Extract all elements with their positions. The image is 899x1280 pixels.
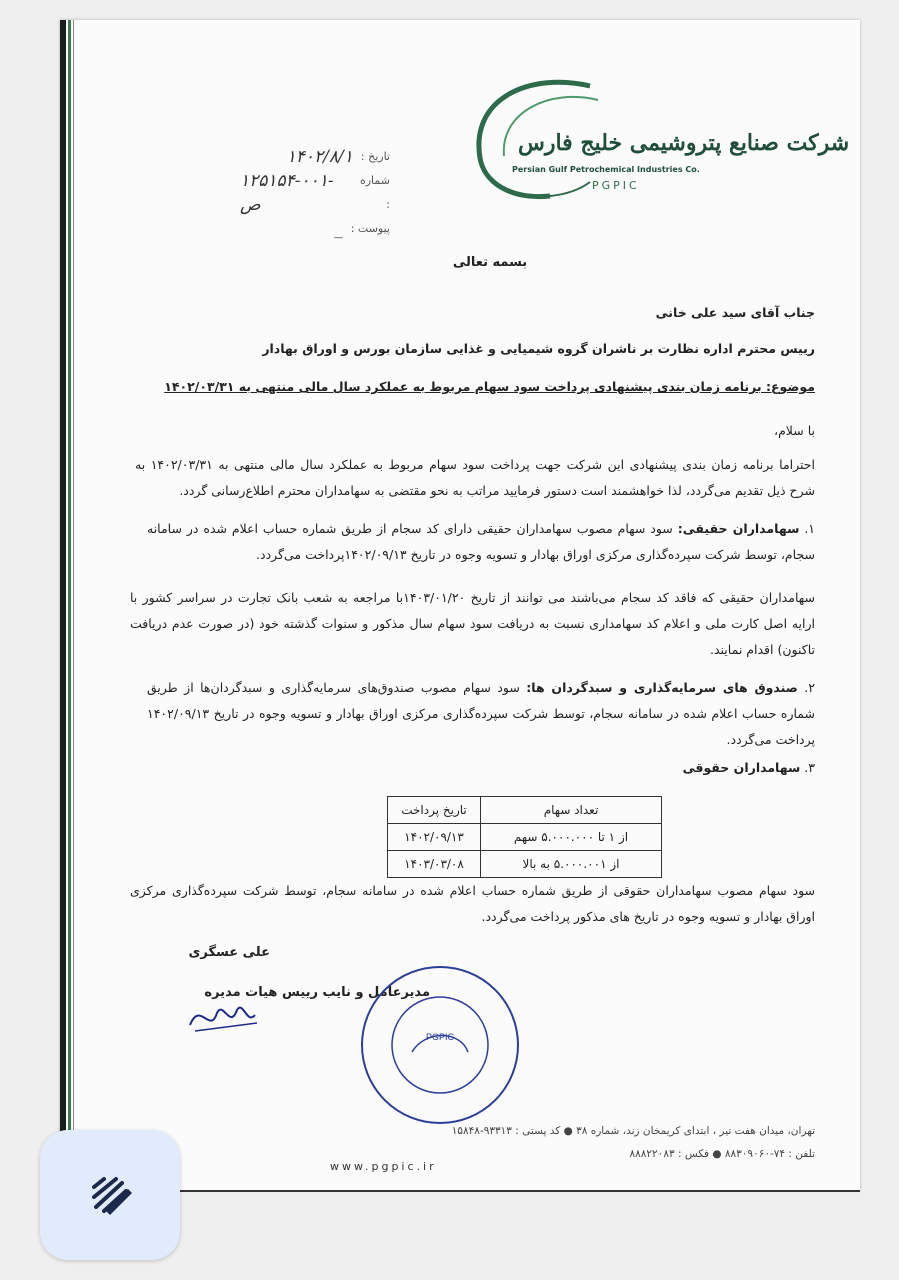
handwritten-signature xyxy=(185,995,265,1044)
table-header-date: تاریخ پرداخت xyxy=(388,797,481,824)
item-2-number: ۲. xyxy=(804,680,815,695)
item-2-heading: صندوق های سرمایه‌گذاری و سبدگردان ها: xyxy=(526,680,798,695)
svg-text:Persian Gulf Petrochemical Ind xyxy=(350,960,356,963)
table-cell-date: ۱۴۰۳/۰۳/۰۸ xyxy=(388,851,481,878)
item-2-text: سود سهام مصوب صندوق‌های سرمایه‌گذاری و سبدگردان‌ها از طریق شماره حساب اعلام شده در سامانه سجام، توسط شرکت سپرده‌گذاری مرکزی اوراق بهادار و تسویه وجوه در تاریخ ۱۴۰۲/۰۹/۱۳ پرداخت می‌گردد. xyxy=(147,680,815,747)
basmala: بسمه تعالی xyxy=(452,255,528,270)
item-3 xyxy=(683,755,815,781)
subject-line: موضوع: برنامه زمان بندی پیشنهادی پرداخت سود سهام مربوط به عملکرد سال مالی منتهی به ۱۴۰۲/۰۳/۳۱ xyxy=(164,379,815,394)
item-3-heading: سهامداران حقوقی xyxy=(682,760,801,775)
closing-paragraph: سود سهام مصوب سهامداران حقوقی از طریق شماره حساب اعلام شده در سامانه سجام، توسط شرکت سپرده‌گذاری مرکزی اوراق بهادار و تسویه وجوه در تاریخ های مذکور پرداخت می‌گردد. xyxy=(130,883,815,924)
letter-content xyxy=(130,20,850,1180)
item-1-extra: سهامداران حقیقی که فاقد کد سجام می‌باشند می توانند از تاریخ ۱۴۰۳/۰۱/۲۰با مراجعه به شعب بانک تجارت در سراسر کشور با ارایه اصل کارت ملی و اعلام کد سهامداری نسبت به دریافت سود سهام سال مذکور و سنوات گذشته خود (در صورت عدم دریافت تاکنون) اقدام نمایند. xyxy=(130,590,815,657)
item-2 xyxy=(147,675,815,753)
table-row xyxy=(388,824,662,851)
item-1-number: ۱. xyxy=(804,521,816,536)
stamp-abbr: PGPIC xyxy=(425,1032,455,1042)
table-header-row xyxy=(388,797,662,824)
table-cell-date: ۱۴۰۲/۰۹/۱۳ xyxy=(388,824,481,851)
schedule-table xyxy=(387,796,662,878)
left-border-green xyxy=(68,20,71,1190)
edit-pencil-icon xyxy=(86,1171,134,1219)
footer-address-text: تهران، میدان هفت تیر ، ابتدای کریمخان زند، شماره ۳۸ xyxy=(576,1125,815,1137)
attachment-label: پیوست : xyxy=(350,222,390,235)
footer-phone: تلفن : ۷۴-۸۸۳۰۹۰۶۰ xyxy=(724,1148,815,1160)
footer-contact: تلفن : ۷۴-۸۸۳۰۹۰۶۰ ● فکس : ۸۸۸۲۲۰۸۳ xyxy=(629,1148,815,1160)
logo-abbreviation: PGPIC xyxy=(592,179,640,192)
table-cell-shares: از ۵.۰۰۰.۰۰۱ به بالا xyxy=(481,851,662,878)
footer-website[interactable]: www.pgpic.ir xyxy=(330,1160,437,1173)
stamp-seal-icon xyxy=(350,960,530,1130)
table-row xyxy=(388,851,662,878)
date-value: ۱۴۰۲/۸/۱ xyxy=(286,147,353,167)
recipient-title: رییس محترم اداره نظارت بر ناشران گروه شیمیایی و غذایی سازمان بورس و اوراق بهادار xyxy=(262,341,815,356)
stamp-text xyxy=(350,960,356,963)
edit-fab-button[interactable] xyxy=(40,1130,180,1260)
item-1-heading: سهامداران حقیقی: xyxy=(677,521,800,536)
left-border-dark xyxy=(60,20,66,1190)
footer-fax: فکس : ۸۸۸۲۲۰۸۳ xyxy=(629,1148,710,1160)
signatory-name: علی عسگری xyxy=(188,945,270,960)
company-stamp xyxy=(350,960,530,1134)
item-1-text: سود سهام مصوب سهامداران حقیقی دارای کد سجام از طریق شماره حساب اعلام شده در سامانه سجام، توسط شرکت سپرده‌گذاری مرکزی اوراق بهادار و تسویه وجوه در تاریخ ۱۴۰۲/۰۹/۱۳پرداخت می‌گردد. xyxy=(147,521,815,562)
logo-name-fa: شرکت صنایع پتروشیمی خلیج فارس xyxy=(518,130,850,156)
number-label: شماره : xyxy=(359,174,390,211)
recipient-name: جناب آقای سید علی خانی xyxy=(655,305,815,320)
logo-name-en: Persian Gulf Petrochemical Industries Co. xyxy=(512,165,700,174)
left-border-thin xyxy=(73,20,74,1190)
item-3-number: ۳. xyxy=(804,760,815,775)
date-label: تاریخ : xyxy=(360,150,390,163)
footer-divider xyxy=(180,1190,860,1192)
company-logo xyxy=(440,78,850,218)
attachment-value: _ xyxy=(334,219,343,239)
footer-address: تهران، میدان هفت تیر ، ابتدای کریمخان زند، شماره ۳۸ ● کد پستی : ۹۳۳۱۳-۱۵۸۴۸ xyxy=(451,1125,815,1137)
table-cell-shares: از ۱ تا ۵.۰۰۰.۰۰۰ سهم xyxy=(481,824,662,851)
letter-meta xyxy=(240,145,390,241)
intro-paragraph: احتراما برنامه زمان بندی پیشنهادی این شرکت جهت پرداخت سود سهام مربوط به عملکرد سال مالی منتهی به ۱۴۰۲/۰۳/۳۱ به شرح ذیل تقدیم می‌گردد، لذا خواهشمند است دستور فرمایید مراتب به نحو مقتضی به سهامداران محترم اطلاع‌رسانی گردد. xyxy=(135,457,815,498)
signatory-title: مدیرعامل و نایب رییس هیات مدیره xyxy=(204,985,430,1000)
letter-sheet xyxy=(60,20,860,1190)
greeting: با سلام، xyxy=(774,423,815,438)
number-value: ۱۲۵۱۵۴-۰۰۱-ص xyxy=(240,171,334,215)
signature-scribble-icon xyxy=(185,995,265,1040)
item-1 xyxy=(147,516,815,568)
table-header-shares: تعداد سهام xyxy=(481,797,662,824)
footer-postal: کد پستی : ۹۳۳۱۳-۱۵۸۴۸ xyxy=(451,1125,561,1137)
